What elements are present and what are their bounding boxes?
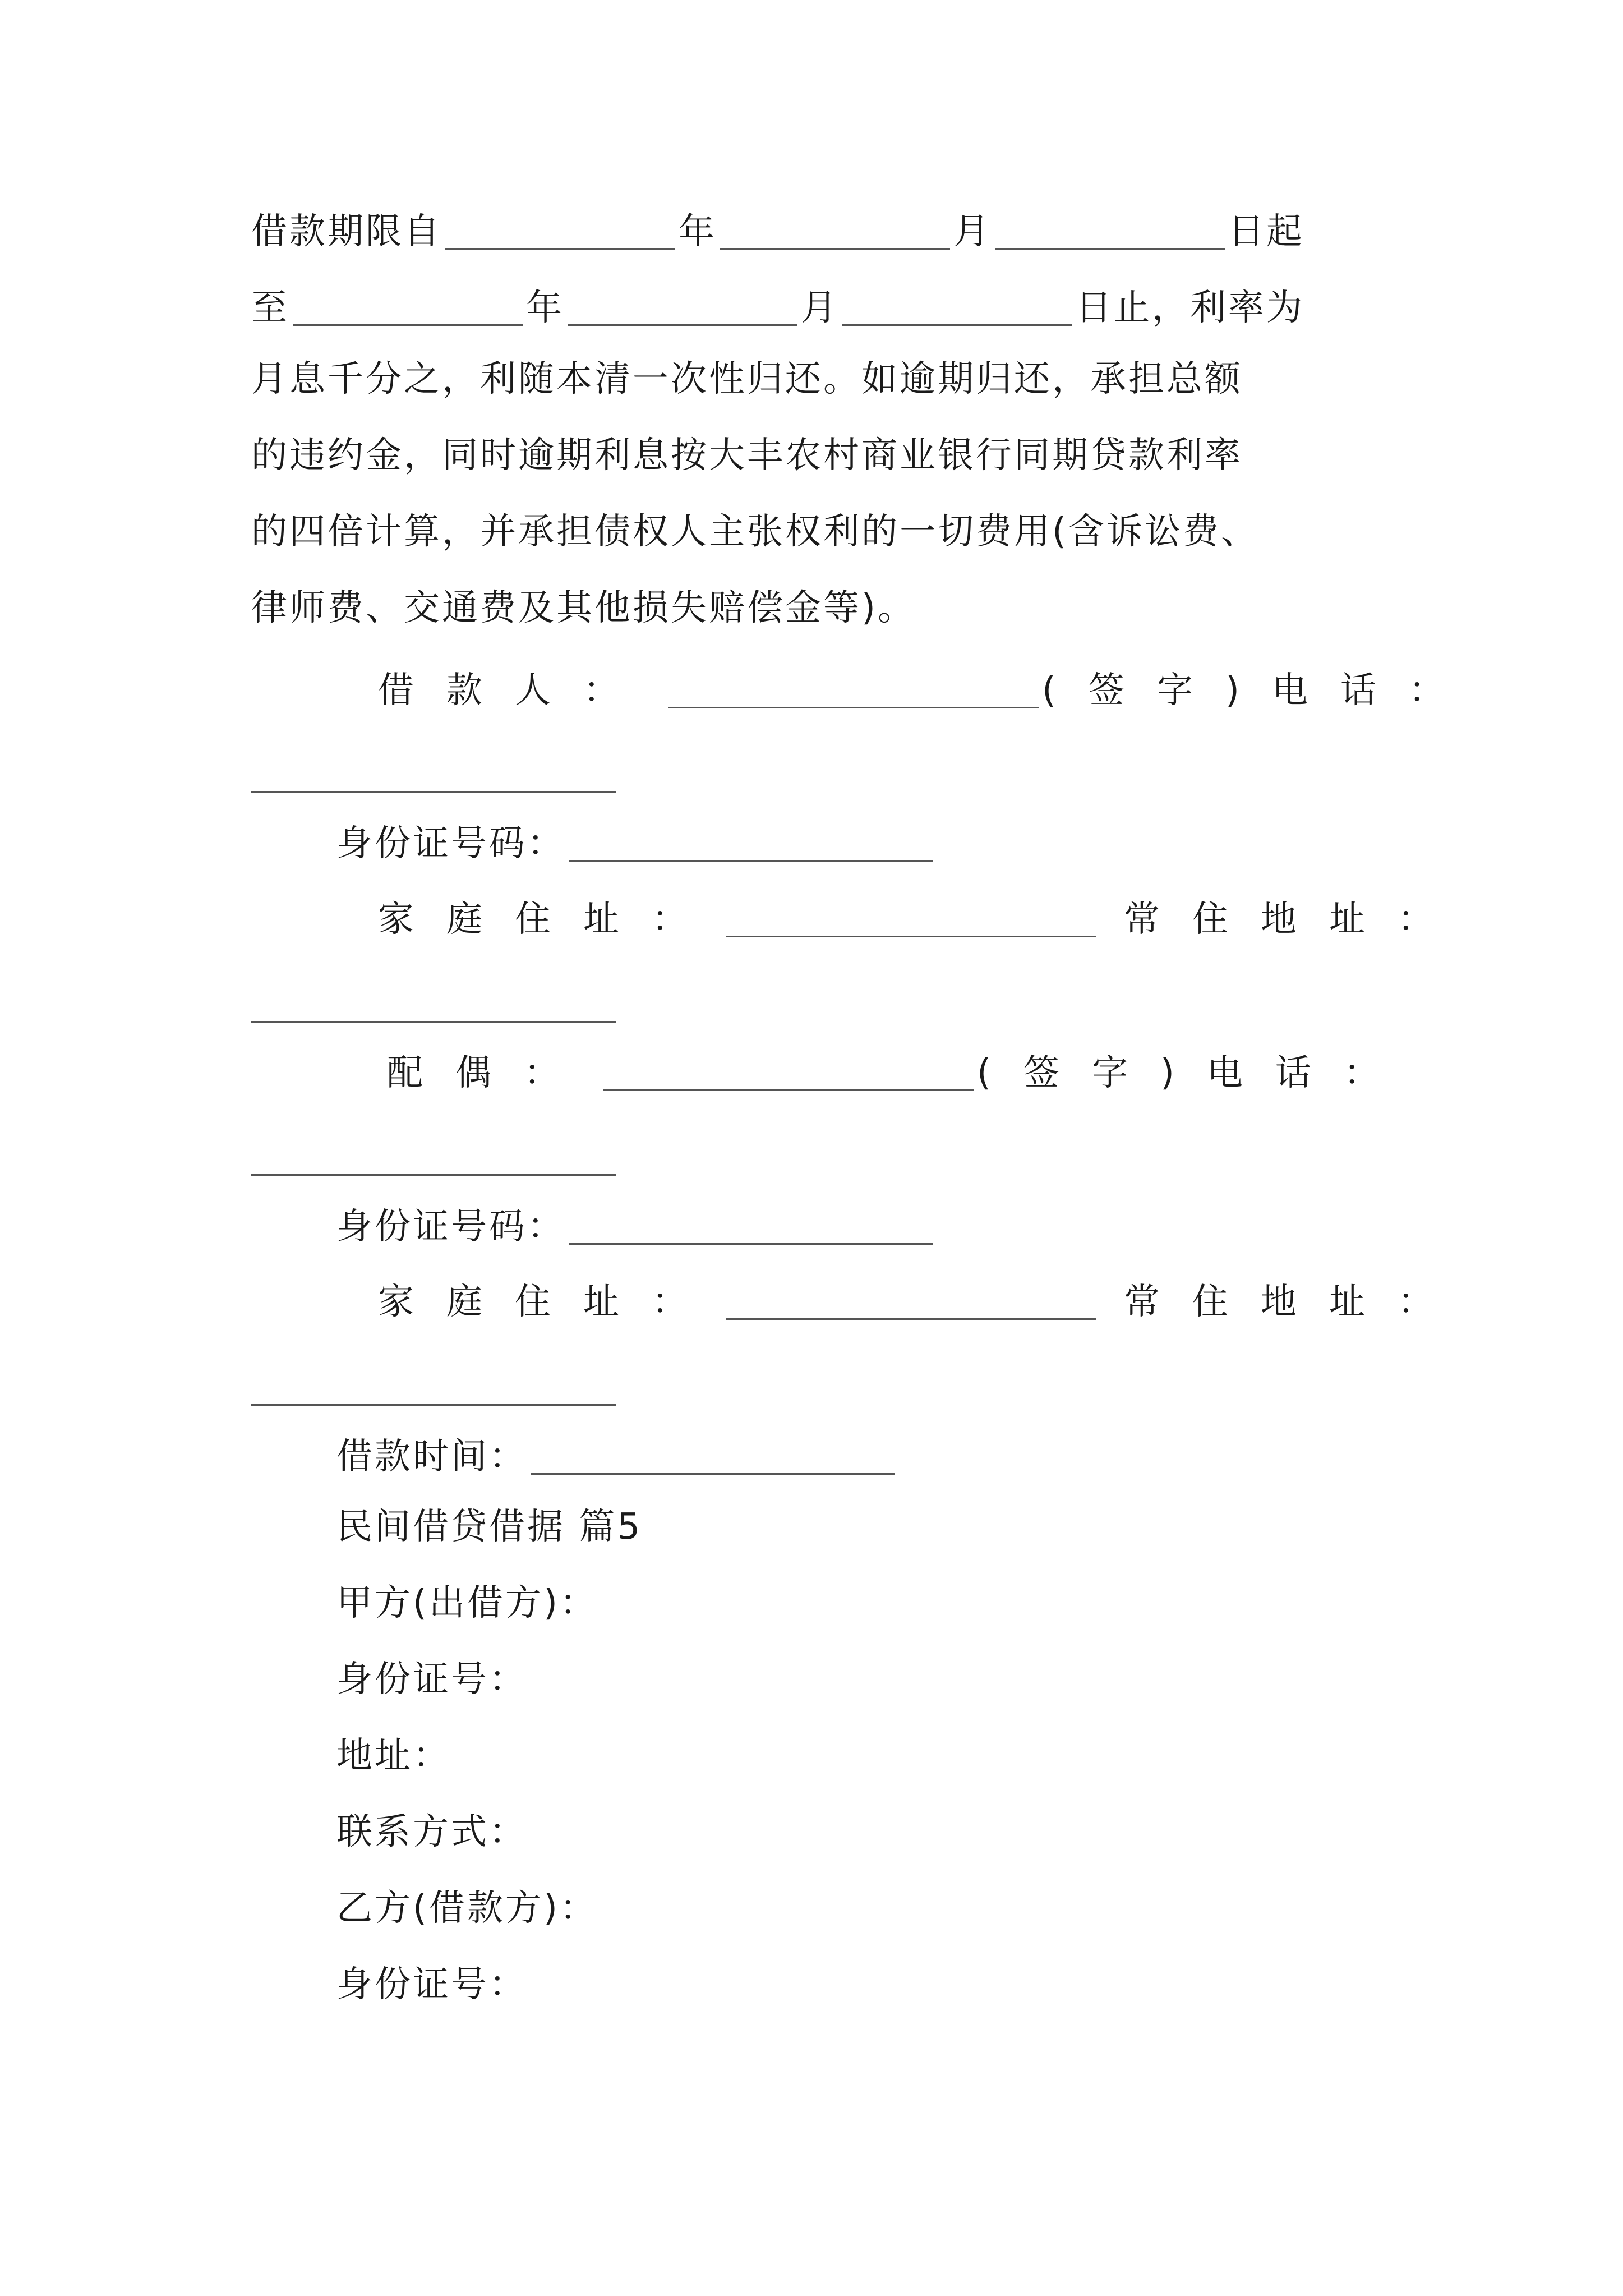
spouse-id-line bbox=[336, 1204, 937, 1248]
spouse-label: 配偶： bbox=[387, 1052, 592, 1094]
party-a-label: 甲方(出借方)： bbox=[336, 1582, 598, 1624]
borrower-home-field[interactable] bbox=[726, 896, 1096, 937]
start-year-field[interactable] bbox=[445, 209, 675, 250]
loan-time-line bbox=[336, 1434, 898, 1478]
loan-time-label: 借款时间： bbox=[336, 1436, 527, 1478]
party-a-address-label: 地址： bbox=[336, 1735, 451, 1777]
borrower-home-line bbox=[378, 896, 1466, 940]
party-b-label: 乙方(借款方)： bbox=[336, 1888, 598, 1929]
spouse-home-line bbox=[378, 1279, 1466, 1323]
borrower-id-field[interactable] bbox=[569, 821, 933, 862]
borrower-name-field[interactable] bbox=[668, 668, 1039, 708]
terms-line-4: 律师费、交通费及其他损失赔偿金等)。 bbox=[251, 587, 916, 629]
spouse-home-field[interactable] bbox=[726, 1279, 1096, 1320]
spouse-perm-field[interactable] bbox=[251, 1404, 616, 1406]
borrower-label: 借款人： bbox=[378, 670, 652, 711]
month-label: 月 bbox=[801, 287, 839, 329]
year-label: 年 bbox=[679, 211, 717, 252]
year-label: 年 bbox=[526, 287, 564, 329]
party-a-contact-label: 联系方式： bbox=[336, 1811, 527, 1853]
spouse-perm-label: 常住地址： bbox=[1124, 1281, 1466, 1323]
borrower-perm-field[interactable] bbox=[251, 1021, 616, 1023]
loan-period-prefix: 借款期限自 bbox=[251, 211, 442, 252]
end-month-field[interactable] bbox=[568, 285, 797, 326]
end-year-field[interactable] bbox=[293, 285, 523, 326]
month-label: 月 bbox=[953, 211, 992, 252]
loan-end-prefix: 至 bbox=[251, 287, 289, 329]
spouse-phone-label: 电话： bbox=[1206, 1052, 1412, 1094]
borrower-sign-label: (签字) bbox=[1042, 670, 1272, 711]
spouse-sign-label: (签字) bbox=[977, 1052, 1207, 1094]
loan-end-line bbox=[251, 285, 1304, 329]
spouse-name-field[interactable] bbox=[603, 1050, 974, 1091]
terms-line-3: 的四倍计算，并承担债权人主张权利的一切费用(含诉讼费、 bbox=[251, 511, 1259, 553]
borrower-perm-label: 常住地址： bbox=[1124, 899, 1466, 940]
loan-time-field[interactable] bbox=[531, 1434, 895, 1475]
borrower-line bbox=[378, 668, 1477, 711]
loan-period-line bbox=[251, 209, 1304, 250]
day-end-label: 日止，利率为 bbox=[1076, 287, 1304, 329]
borrower-home-label: 家庭住址： bbox=[378, 899, 720, 940]
terms-line-1: 月息千分之，利随本清一次性归还。如逾期归还，承担总额 bbox=[251, 358, 1243, 400]
day-start-label: 日起 bbox=[1228, 211, 1304, 252]
borrower-phone-field[interactable] bbox=[251, 791, 616, 793]
spouse-home-label: 家庭住址： bbox=[378, 1281, 720, 1323]
spouse-line bbox=[387, 1050, 1412, 1094]
section-title: 民间借贷借据 篇5 bbox=[336, 1506, 643, 1548]
party-b-id-label: 身份证号： bbox=[336, 1964, 527, 2005]
borrower-id-label: 身份证号码： bbox=[336, 823, 565, 864]
spouse-phone-field[interactable] bbox=[251, 1174, 616, 1176]
borrower-phone-label: 电话： bbox=[1271, 670, 1477, 711]
end-day-field[interactable] bbox=[842, 285, 1072, 326]
start-month-field[interactable] bbox=[720, 209, 950, 250]
spouse-id-field[interactable] bbox=[569, 1204, 933, 1245]
start-day-field[interactable] bbox=[995, 209, 1225, 250]
spouse-id-label: 身份证号码： bbox=[336, 1206, 565, 1248]
borrower-id-line bbox=[336, 821, 937, 862]
terms-line-2: 的违约金，同时逾期利息按大丰农村商业银行同期贷款利率 bbox=[251, 435, 1243, 476]
party-a-id-label: 身份证号： bbox=[336, 1659, 527, 1700]
